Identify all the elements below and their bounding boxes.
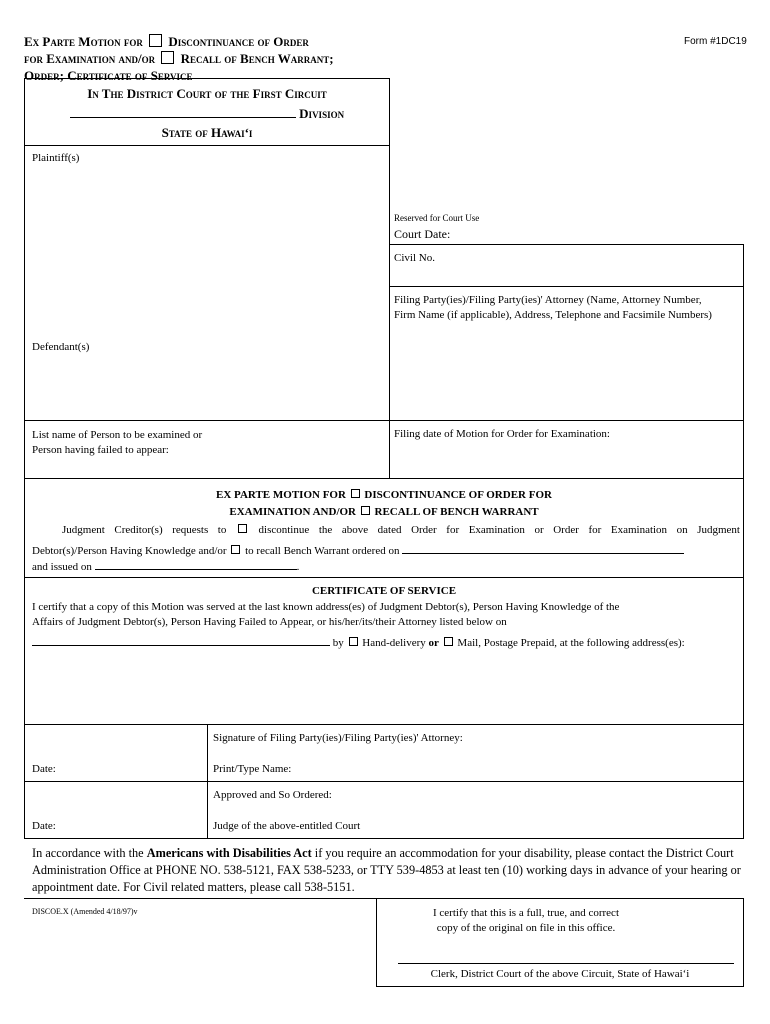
certificate-method-line: by Hand-delivery or Mail, Postage Prepaid, at the following address(es):: [32, 634, 685, 649]
judge-label: Judge of the above-entitled Court: [213, 820, 361, 832]
court-name: In The District Court of the First Circuit: [87, 86, 327, 101]
civil-no-rule: [389, 286, 744, 287]
form-number: Form #1DC19: [684, 36, 747, 47]
motion-heading: EX PARTE MOTION FOR DISCONTINUANCE OF ORDER FOR EXAMINATION AND/OR RECALL OF BENCH WARRANT: [216, 489, 552, 518]
civil-no-label: Civil No.: [394, 252, 435, 264]
form-title: [24, 33, 334, 84]
filing-date-label: Filing date of Motion for Order for Examination:: [394, 428, 610, 440]
court-date-label: Court Date:: [394, 227, 451, 241]
plaintiff-label: Plaintiff(s): [32, 152, 80, 164]
recall-checkbox-title[interactable]: [161, 51, 174, 64]
motion-body-line-3: and issued on .: [32, 558, 299, 573]
signature-top: [24, 724, 744, 725]
issued-on-blank[interactable]: [95, 558, 297, 570]
clerk-signature-line: [398, 963, 734, 964]
ada-bottom: [24, 898, 744, 899]
reserved-label: Reserved for Court Use: [394, 213, 480, 223]
approved-label: Approved and So Ordered:: [213, 789, 332, 801]
title-line-1: Ex Parte Motion for Discontinuance of Order: [24, 34, 309, 49]
certificate-heading: CERTIFICATE OF SERVICE: [311, 585, 457, 597]
service-date-blank[interactable]: [32, 634, 330, 646]
signature-label: Signature of Filing Party(ies)/Filing Party(ies)' Attorney:: [213, 732, 463, 744]
date-label-2: Date:: [32, 820, 56, 832]
recall-warrant-checkbox[interactable]: [231, 545, 240, 554]
certificate-top: [24, 577, 744, 578]
state-name: State of Hawai‘i: [161, 125, 253, 140]
title-line-2: for Examination and/or Recall of Bench Warrant;: [24, 51, 334, 66]
print-name-label: Print/Type Name:: [213, 763, 292, 775]
division-line: Division: [24, 105, 390, 122]
discontinuance-checkbox-heading[interactable]: [351, 489, 360, 498]
certificate-body: I certify that a copy of this Motion was served at the last known address(es) of Judgment Debtor(s), Person Having Knowledge of the Affairs of Judgment Debtor(s), Person Having Failed to Appear, or his/her/its/their Attorney listed below on: [32, 601, 620, 628]
mail-checkbox[interactable]: [444, 637, 453, 646]
bench-warrant-date-blank[interactable]: [402, 542, 684, 554]
division-blank[interactable]: [70, 105, 296, 118]
defendant-label: Defendant(s): [32, 341, 90, 353]
certify-text: I certify that this is a full, true, and correct copy of the original on file in this office.: [432, 907, 619, 934]
motion-top: [24, 478, 744, 479]
date-label-1: Date:: [32, 763, 56, 775]
frame-middle: [389, 146, 390, 478]
signature-mid: [24, 781, 744, 782]
title-line-3: Order; Certificate of Service: [24, 68, 193, 83]
filing-party-label: Filing Party(ies)/Filing Party(ies)' Attorney (Name, Attorney Number, Firm Name (if applicable), Address, Telephone and Facsimile Numbers): [394, 294, 712, 321]
clerk-label: Clerk, District Court of the above Circuit, State of Hawai‘i: [430, 968, 690, 980]
recall-checkbox-heading[interactable]: [361, 506, 370, 515]
motion-body-line-2: Debtor(s)/Person Having Knowledge and/or to recall Bench Warrant ordered on: [32, 542, 684, 557]
discontinue-checkbox[interactable]: [238, 524, 247, 533]
clerk-box-bottom: [376, 986, 744, 987]
ada-notice: In accordance with the Americans with Disabilities Act if you require an accommodation for your disability, please contact the District Court Administration Office at PHONE NO. 538-5121, FAX 538-5233, or TTY 539-4853 at least ten (10) working days in advance of your hearing or appointment date. For Civil related matters, please call 538-5151.: [32, 846, 741, 894]
motion-body-line-1: Judgment Creditor(s) requests to discontinue the above dated Order for Examination or Order for Examination on Judgment: [62, 524, 740, 536]
hand-delivery-checkbox[interactable]: [349, 637, 358, 646]
court-date-rule: [389, 244, 744, 245]
person-row-top: [24, 420, 744, 421]
person-label: List name of Person to be examined or Person having failed to appear:: [32, 429, 203, 456]
frame-right: [743, 244, 744, 838]
ada-top: [24, 838, 744, 839]
form-code: DISCOE.X (Amended 4/18/97)v: [32, 907, 138, 916]
discontinuance-checkbox-title[interactable]: [149, 34, 162, 47]
